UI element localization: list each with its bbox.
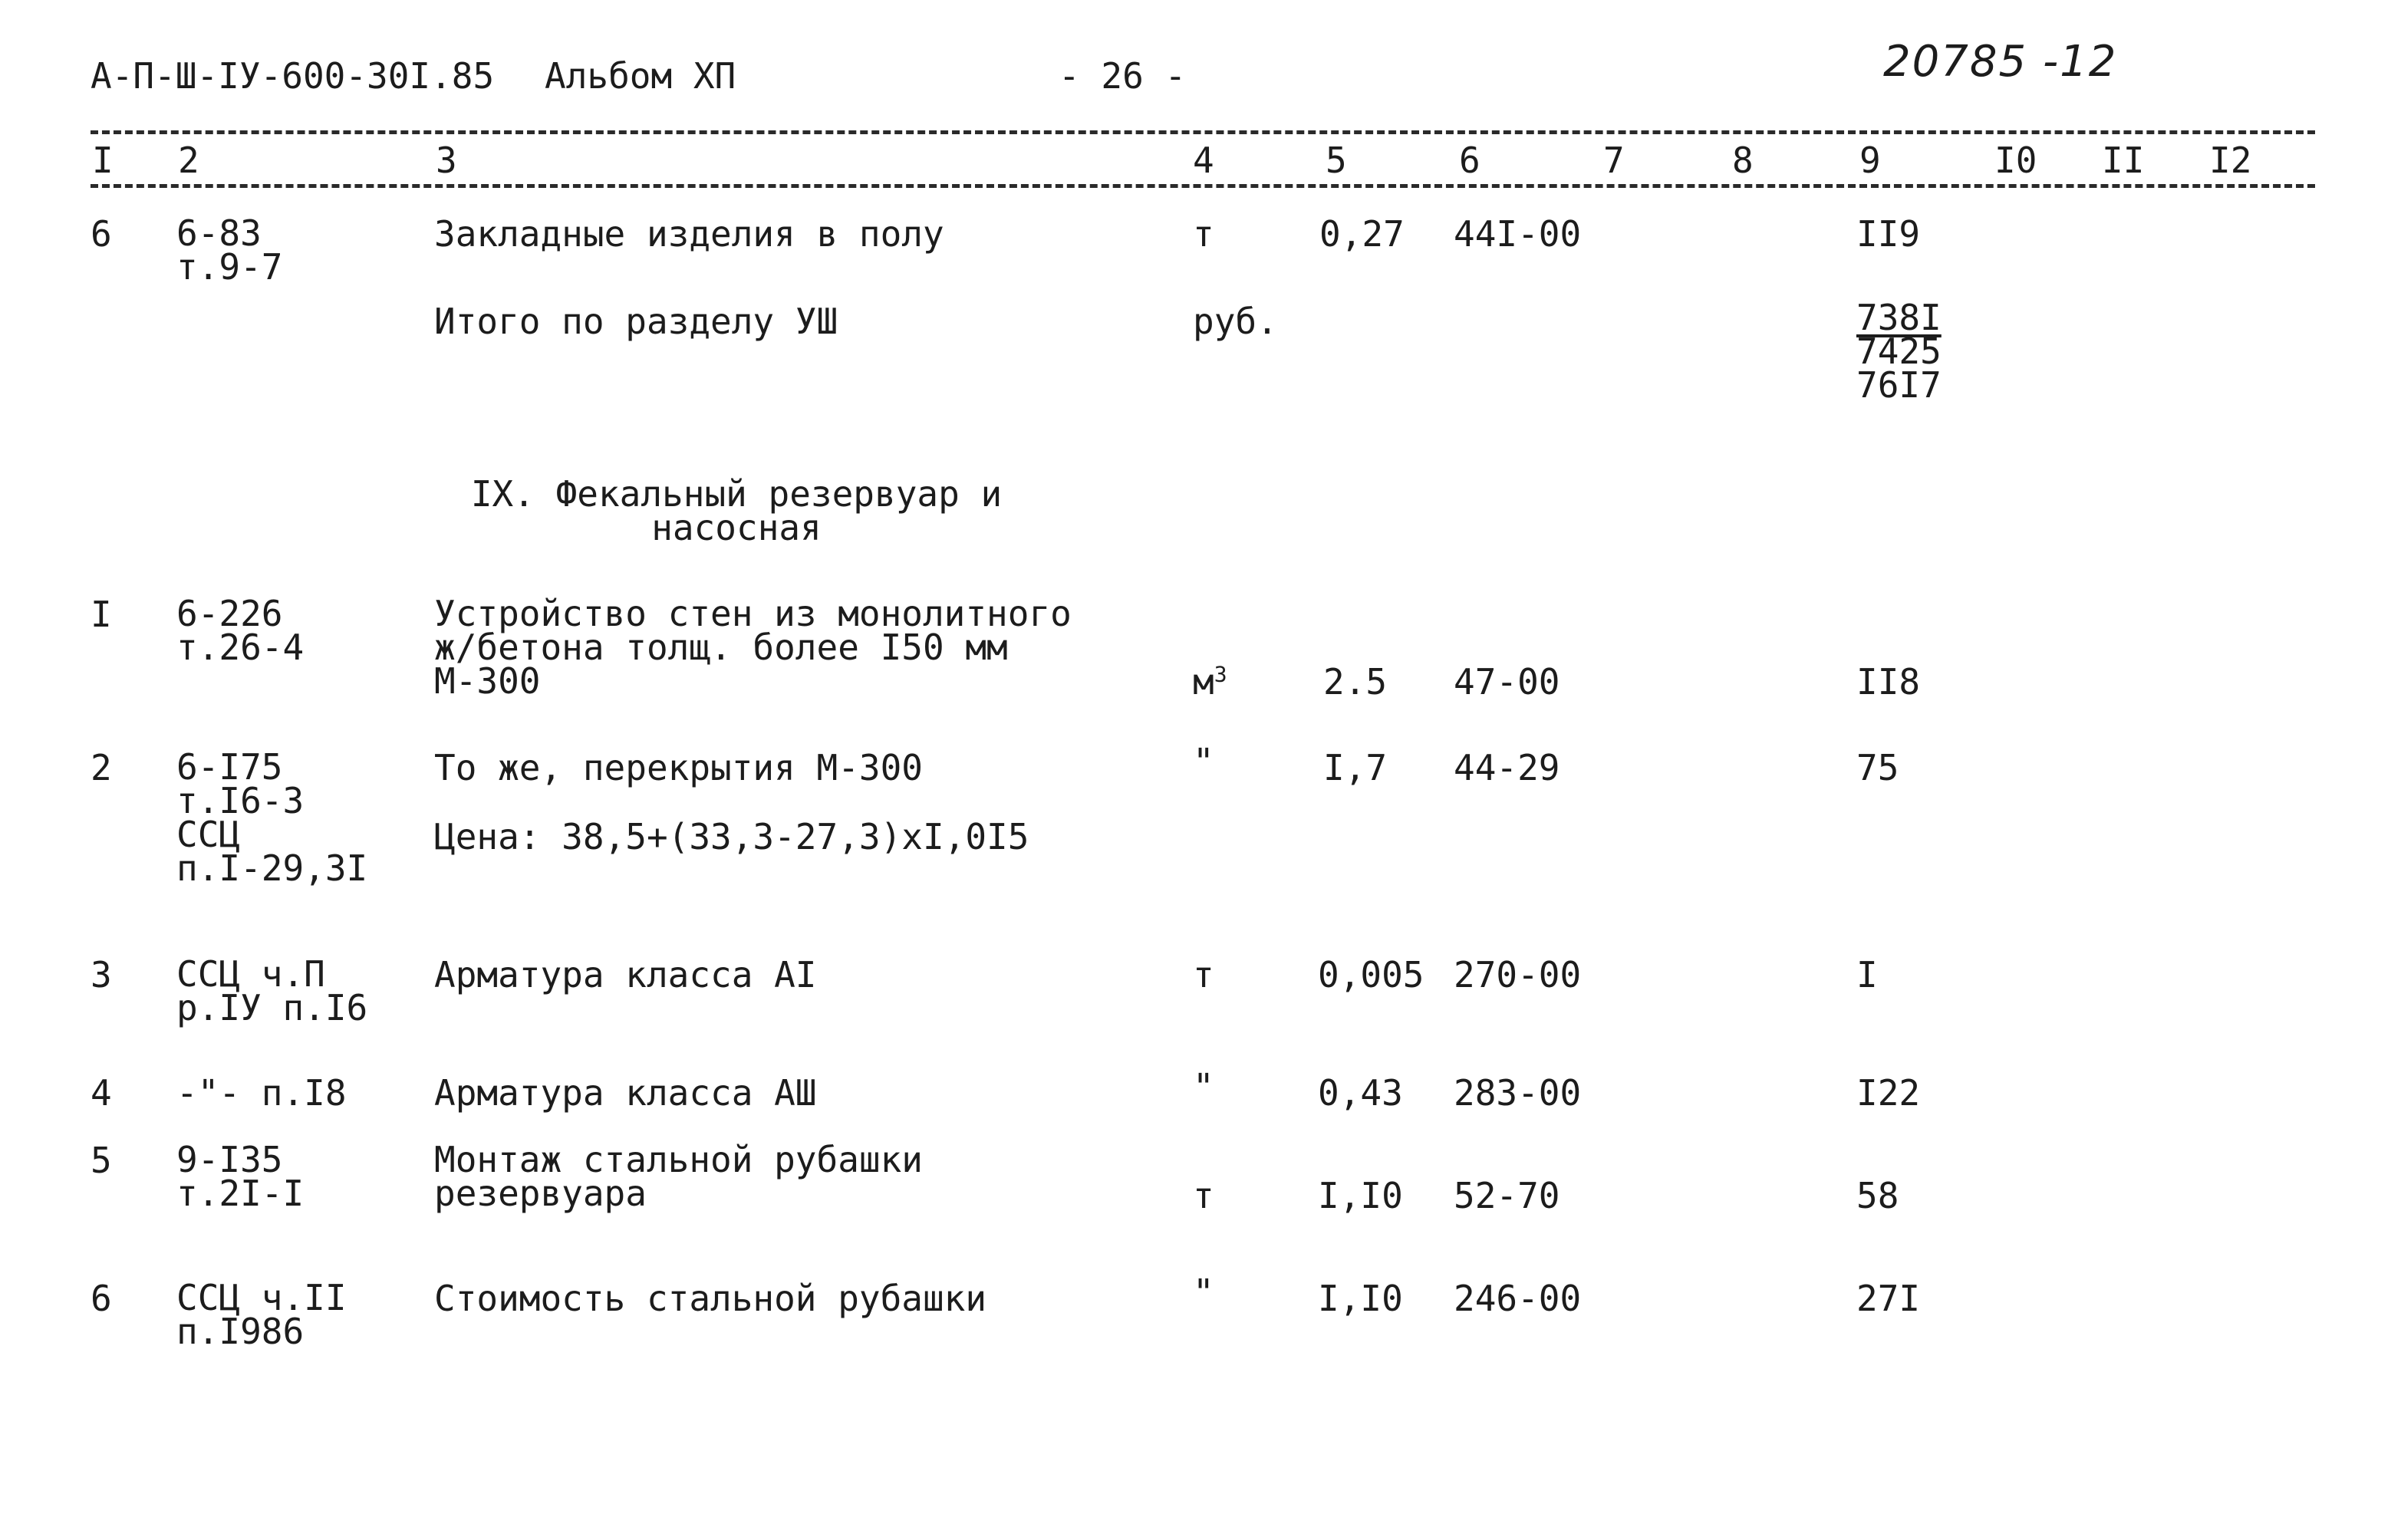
row-quantity: 2.5 [1323, 661, 1388, 703]
col-header-4: 4 [1193, 140, 1214, 181]
row-code: 6-226 т.26-4 [176, 593, 305, 668]
row-number: I [91, 594, 112, 635]
row-total: 27I [1856, 1278, 1921, 1319]
row-code: -"- п.I8 [176, 1072, 347, 1114]
page-number: - 26 - [1059, 55, 1187, 97]
row-description: То же, перекрытия М-300 [434, 747, 923, 788]
row-description: Монтаж стальной рубашки резервуара [434, 1139, 923, 1214]
price-note: Цена: 38,5+(33,3-27,3)хI,0I5 [434, 816, 1029, 857]
subtotal-value: 738I [1856, 297, 1942, 338]
col-header-10: I0 [1994, 140, 2037, 181]
row-number: 6 [91, 1278, 112, 1319]
row-unit-price: 44I-00 [1454, 213, 1582, 255]
row-unit: " [1193, 1066, 1214, 1107]
row-unit-price: 246-00 [1454, 1278, 1582, 1319]
subtotal-value: 7425 [1856, 331, 1942, 372]
subtotal-value: 76I7 [1856, 364, 1942, 406]
handwritten-number: 20785 -12 [1883, 37, 2118, 87]
row-number: 5 [91, 1140, 112, 1181]
col-header-1: I [92, 140, 114, 181]
row-description: Стоимость стальной рубашки [434, 1278, 987, 1319]
col-header-9: 9 [1859, 140, 1881, 181]
album-label: Альбом XП [545, 55, 736, 97]
row-number: 3 [91, 954, 112, 995]
row-quantity: I,I0 [1318, 1278, 1403, 1319]
row-quantity: I,I0 [1318, 1175, 1403, 1216]
subtotal-values [1856, 297, 1942, 406]
col-header-3: 3 [436, 140, 457, 181]
row-description: Арматура класса АШ [434, 1072, 817, 1114]
row-unit: $м^3$ [1193, 661, 1227, 703]
row-unit-price: 44-29 [1454, 747, 1560, 788]
row-code: 9-I35 т.2I-I [176, 1139, 305, 1214]
row-code: 6-I75 т.I6-3 ССЦ п.I-29,3I [176, 746, 368, 889]
row-unit: т [1193, 213, 1214, 255]
subtotal-unit: руб. [1193, 301, 1278, 342]
row-quantity: 0,43 [1318, 1072, 1403, 1114]
col-header-12: I2 [2209, 140, 2252, 181]
row-quantity: 0,005 [1318, 954, 1424, 995]
header-rule-top [91, 130, 2315, 134]
row-total: II9 [1856, 213, 1921, 255]
row-quantity: 0,27 [1319, 213, 1405, 255]
document-code: А-П-Ш-IУ-600-30I.85 [91, 55, 495, 97]
row-unit: т [1193, 954, 1214, 995]
col-header-8: 8 [1732, 140, 1754, 181]
row-unit-price: 47-00 [1454, 661, 1560, 703]
row-total: I [1856, 954, 1878, 995]
col-header-7: 7 [1603, 140, 1625, 181]
col-header-5: 5 [1326, 140, 1347, 181]
col-header-11: II [2102, 140, 2145, 181]
row-description: Устройство стен из монолитного ж/бетона толщ. более I50 мм М-300 [434, 593, 1072, 702]
col-header-2: 2 [178, 140, 199, 181]
row-unit: " [1193, 1272, 1214, 1313]
col-header-6: 6 [1459, 140, 1480, 181]
row-number: 2 [91, 747, 112, 788]
subtotal-label: Итого по разделу УШ [434, 301, 838, 342]
header-rule-bottom [91, 184, 2315, 188]
row-code: ССЦ ч.II п.I986 [176, 1277, 347, 1352]
row-quantity: I,7 [1323, 747, 1388, 788]
section-title: IX. Фекальный резервуар и насосная [470, 473, 1003, 548]
row-total: 75 [1856, 747, 1899, 788]
row-number: 4 [91, 1072, 112, 1114]
row-unit-price: 270-00 [1454, 954, 1582, 995]
row-description: Закладные изделия в полу [434, 213, 944, 255]
row-unit-price: 52-70 [1454, 1175, 1560, 1216]
row-code: 6-83 т.9-7 [176, 212, 283, 288]
row-description: Арматура класса АI [434, 954, 817, 995]
row-unit: " [1193, 741, 1214, 782]
row-total: II8 [1856, 661, 1921, 703]
row-unit: т [1193, 1175, 1214, 1216]
row-number: 6 [91, 213, 112, 255]
row-code: ССЦ ч.П р.IУ п.I6 [176, 953, 368, 1028]
row-total: 58 [1856, 1175, 1899, 1216]
row-total: I22 [1856, 1072, 1921, 1114]
row-unit-price: 283-00 [1454, 1072, 1582, 1114]
